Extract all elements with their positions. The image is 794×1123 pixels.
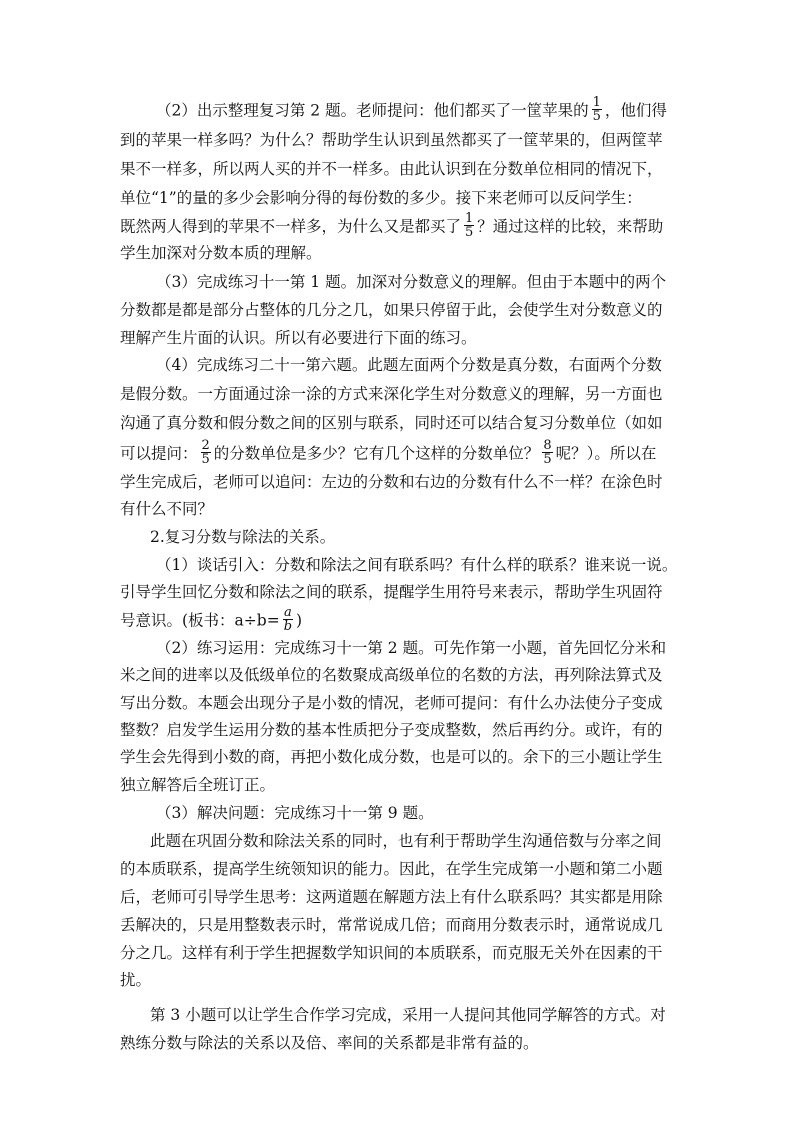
fraction-1-5: $\frac{1}{5}$: [592, 95, 601, 124]
p1-line-2: 到的苹果一样多吗？为什么？帮助学生认识到虽然都买了一筐苹果的，但两筐苹: [120, 131, 663, 149]
p8-line-1: 第 3 小题可以让学生合作学习完成，采用一人提问其他同学解答的方式。对: [150, 1006, 666, 1024]
p1-line-3: 果不一样多，所以两人买的并不一样多。由此认识到在分数单位相同的情况下，: [120, 160, 663, 178]
p5-line-1: （2）练习运用：完成练习十一第 2 题。可先作第一小题，首先回忆分米和: [156, 639, 667, 657]
fraction-8-5: $\frac{8}{5}$: [543, 438, 552, 467]
p1-line-5: 既然两人得到的苹果不一样多，为什么又是都买了 $\frac{1}{5}$ ？通过这样的比较，来帮助: [120, 211, 664, 240]
p4-line-2: 引导学生回忆分数和除法之间的联系，提醒学生用符号来表示，帮助学生巩固符: [120, 583, 663, 601]
p7-line-1: 此题在巩固分数和除法关系的同时，也有利于帮助学生沟通倍数与分率之间: [150, 832, 662, 850]
p2-line-1: （3）完成练习十一第 1 题。加深对分数意义的理解。但由于本题中的两个: [156, 273, 667, 291]
p3-line-2: 是假分数。一方面通过涂一涂的方式来深化学生对分数意义的理解，另一方面也: [120, 385, 663, 403]
p5-line-5: 学生会先得到小数的商，再把小数化成分数，也是可以的。余下的三小题让学生: [120, 748, 663, 766]
p1-line-4: 单位“1”的量的多少会影响分得的每份数的多少。接下来老师可以反问学生：: [120, 189, 642, 207]
p3-line-5: 学生完成后，老师可以追问：左边的分数和右边的分数有什么不一样？在涂色时: [120, 473, 663, 491]
p2-line-2: 分数都是都是部分占整体的几分之几，如果只停留于此，会使学生对分数意义的: [120, 301, 663, 319]
p7-line-3: 后，老师可引导学生思考：这两道题在解题方法上有什么联系吗？其实都是用除: [120, 888, 663, 906]
p5-line-6: 独立解答后全班订正。: [120, 776, 276, 794]
p4-line-1: （1）谈话引入：分数和除法之间有联系吗？有什么样的联系？谁来说一说。: [156, 556, 678, 574]
p7-line-5: 分之几。这样有利于学生把握数学知识间的本质联系，而克服无关外在因素的干: [120, 944, 663, 962]
p1-line-6: 学生加深对分数本质的理解。: [120, 244, 322, 262]
fraction-2-5: $\frac{2}{5}$: [201, 438, 210, 467]
p3-line-6: 有什么不同？: [120, 500, 214, 518]
p4-line-3: 号意识。(板书：a÷b= $\frac{a}{b}$ ): [120, 605, 303, 634]
p5-line-3: 写出分数。本题会出现分子是小数的情况，老师可提问：有什么办法使分子变成: [120, 694, 663, 712]
p1-line-1: （2）出示整理复习第 2 题。老师提问：他们都买了一筐苹果的 $\frac{1}{5}$ ，他们得: [156, 95, 667, 124]
p7-line-4: 丢解决的，只是用整数表示时，常常说成几倍；而商用分数表示时，通常说成几: [120, 916, 663, 934]
p3-line-4: 可以提问： $\frac{2}{5}$ 的分数单位是多少？它有几个这样的分数单位？ $\frac{8}{5}$ 呢？）。所以在: [120, 438, 657, 467]
p7-line-2: 的本质联系，提高学生统领知识的能力。因此，在学生完成第一小题和第二小题: [120, 860, 663, 878]
p7-line-6: 扰。: [120, 971, 152, 989]
p2-line-3: 理解产生片面的认识。所以有必要进行下面的练习。: [120, 329, 477, 347]
p8-line-2: 熟练分数与除法的关系以及倍、率间的关系都是非常有益的。: [120, 1034, 539, 1052]
fraction-1-5: $\frac{1}{5}$: [465, 211, 474, 240]
p3-line-3: 沟通了真分数和假分数之间的区别与联系，同时还可以结合复习分数单位（如如: [120, 414, 663, 432]
p6-line-1: （3）解决问题：完成练习十一第 9 题。: [156, 804, 434, 822]
p5-line-4: 整数？启发学生运用分数的基本性质把分子变成整数，然后再约分。或许，有的: [120, 721, 663, 739]
p5-line-2: 米之间的进率以及低级单位的名数聚成高级单位的名数的方法，再列除法算式及: [120, 666, 663, 684]
p3-line-1: （4）完成练习二十一第六题。此题左面两个分数是真分数，右面两个分数: [156, 356, 662, 374]
fraction-a-b: $\frac{a}{b}$: [283, 605, 293, 634]
section-heading: 2.复习分数与除法的关系。: [150, 528, 336, 546]
